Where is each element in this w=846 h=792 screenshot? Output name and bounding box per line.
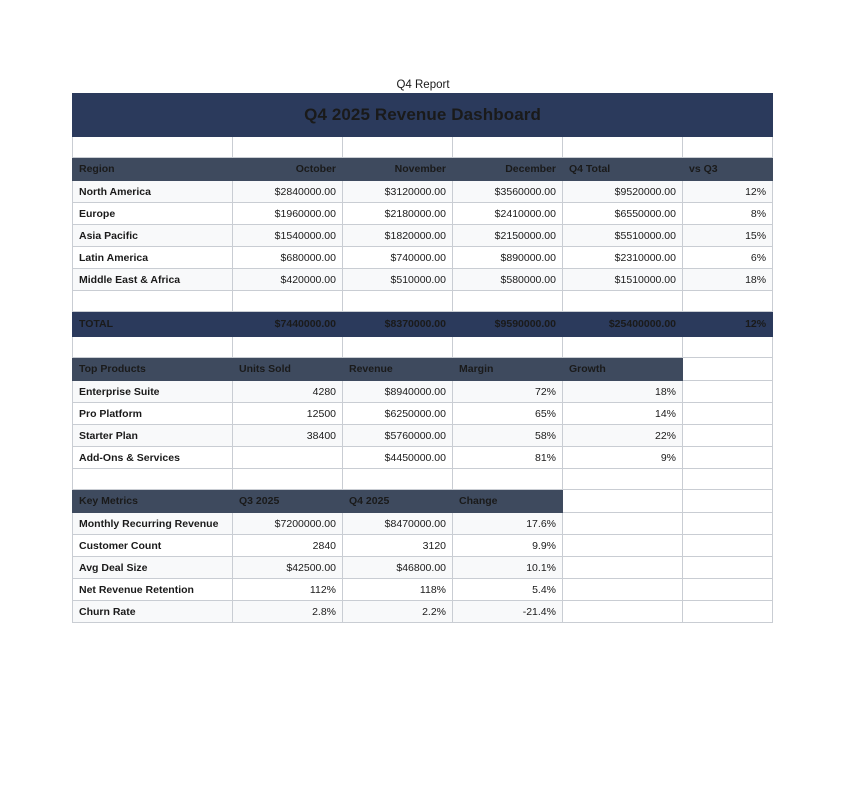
spacer-cell <box>343 337 453 358</box>
spacer-cell <box>73 337 233 358</box>
empty-cell <box>683 557 773 579</box>
sheet-caption: Q4 Report <box>396 79 450 91</box>
product-revenue: $4450000.00 <box>343 447 453 469</box>
spacer-cell <box>563 291 683 312</box>
region-november: $740000.00 <box>343 247 453 269</box>
table-row <box>73 403 773 425</box>
empty-cell <box>683 381 773 403</box>
column-header-units-sold: Units Sold <box>233 358 343 381</box>
metric-q3: 2.8% <box>233 601 343 623</box>
empty-cell <box>683 535 773 557</box>
table-row <box>73 447 773 469</box>
spacer-cell <box>233 337 343 358</box>
spacer-cell <box>683 469 773 490</box>
spacer-row <box>73 291 773 312</box>
spacer-cell <box>563 137 683 158</box>
region-november: $2180000.00 <box>343 203 453 225</box>
metric-change: -21.4% <box>453 601 563 623</box>
spacer-cell <box>563 337 683 358</box>
table-row <box>73 535 773 557</box>
product-growth: 9% <box>563 447 683 469</box>
region-december: $2150000.00 <box>453 225 563 247</box>
spacer-cell <box>453 291 563 312</box>
metric-change: 9.9% <box>453 535 563 557</box>
region-q4-total: $9520000.00 <box>563 181 683 203</box>
column-header-october: October <box>233 158 343 181</box>
empty-cell <box>683 403 773 425</box>
empty-cell <box>563 601 683 623</box>
column-header-growth: Growth <box>563 358 683 381</box>
column-header-key-metrics: Key Metrics <box>73 490 233 513</box>
spacer-cell <box>73 137 233 158</box>
region-november: $3120000.00 <box>343 181 453 203</box>
metric-q3: $42500.00 <box>233 557 343 579</box>
table-row <box>73 225 773 247</box>
region-october: $680000.00 <box>233 247 343 269</box>
metric-change: 17.6% <box>453 513 563 535</box>
region-vs-q3: 18% <box>683 269 773 291</box>
total-label: TOTAL <box>73 312 233 337</box>
metric-q4: $8470000.00 <box>343 513 453 535</box>
table-row <box>73 203 773 225</box>
product-name: Enterprise Suite <box>73 381 233 403</box>
region-october: $2840000.00 <box>233 181 343 203</box>
title-row <box>73 94 773 137</box>
metric-name: Avg Deal Size <box>73 557 233 579</box>
region-december: $580000.00 <box>453 269 563 291</box>
empty-cell <box>563 557 683 579</box>
column-header-q3-2025: Q3 2025 <box>233 490 343 513</box>
region-name: Europe <box>73 203 233 225</box>
column-header-q4-2025: Q4 2025 <box>343 490 453 513</box>
region-october: $420000.00 <box>233 269 343 291</box>
product-margin: 58% <box>453 425 563 447</box>
total-october: $7440000.00 <box>233 312 343 337</box>
product-name: Add-Ons & Services <box>73 447 233 469</box>
spacer-cell <box>233 137 343 158</box>
product-revenue: $8940000.00 <box>343 381 453 403</box>
product-name: Pro Platform <box>73 403 233 425</box>
metric-change: 10.1% <box>453 557 563 579</box>
product-margin: 81% <box>453 447 563 469</box>
spacer-cell <box>343 469 453 490</box>
region-vs-q3: 8% <box>683 203 773 225</box>
product-units-sold: 12500 <box>233 403 343 425</box>
metric-name: Monthly Recurring Revenue <box>73 513 233 535</box>
metrics-header-row <box>73 490 773 513</box>
dashboard-title: Q4 2025 Revenue Dashboard <box>73 94 773 137</box>
column-header-december: December <box>453 158 563 181</box>
spacer-cell <box>453 137 563 158</box>
product-margin: 72% <box>453 381 563 403</box>
spacer-cell <box>453 469 563 490</box>
total-row <box>73 312 773 337</box>
product-growth: 22% <box>563 425 683 447</box>
product-revenue: $6250000.00 <box>343 403 453 425</box>
spacer-cell <box>233 469 343 490</box>
metric-q3: 2840 <box>233 535 343 557</box>
table-row <box>73 181 773 203</box>
product-units-sold: 38400 <box>233 425 343 447</box>
spacer-cell <box>683 337 773 358</box>
column-header-margin: Margin <box>453 358 563 381</box>
spacer-cell <box>453 337 563 358</box>
metric-name: Net Revenue Retention <box>73 579 233 601</box>
spacer-cell <box>683 291 773 312</box>
product-revenue: $5760000.00 <box>343 425 453 447</box>
table-row <box>73 557 773 579</box>
total-q4-total: $25400000.00 <box>563 312 683 337</box>
empty-cell <box>683 447 773 469</box>
product-units-sold <box>233 447 343 469</box>
column-header-top-products: Top Products <box>73 358 233 381</box>
spacer-cell <box>343 291 453 312</box>
empty-header-cell <box>683 358 773 381</box>
region-q4-total: $5510000.00 <box>563 225 683 247</box>
total-vs-q3: 12% <box>683 312 773 337</box>
region-october: $1540000.00 <box>233 225 343 247</box>
spacer-cell <box>343 137 453 158</box>
region-q4-total: $6550000.00 <box>563 203 683 225</box>
region-name: North America <box>73 181 233 203</box>
empty-cell <box>563 513 683 535</box>
spacer-cell <box>563 469 683 490</box>
region-q4-total: $2310000.00 <box>563 247 683 269</box>
column-header-change: Change <box>453 490 563 513</box>
table-row <box>73 513 773 535</box>
spacer-row <box>73 469 773 490</box>
table-row <box>73 425 773 447</box>
region-name: Latin America <box>73 247 233 269</box>
region-november: $1820000.00 <box>343 225 453 247</box>
table-row <box>73 247 773 269</box>
region-vs-q3: 15% <box>683 225 773 247</box>
spacer-cell <box>73 291 233 312</box>
product-name: Starter Plan <box>73 425 233 447</box>
spacer-cell <box>233 291 343 312</box>
table-row <box>73 269 773 291</box>
region-december: $3560000.00 <box>453 181 563 203</box>
column-header-november: November <box>343 158 453 181</box>
product-growth: 14% <box>563 403 683 425</box>
products-header-row <box>73 358 773 381</box>
region-december: $890000.00 <box>453 247 563 269</box>
region-name: Asia Pacific <box>73 225 233 247</box>
region-vs-q3: 6% <box>683 247 773 269</box>
region-october: $1960000.00 <box>233 203 343 225</box>
region-december: $2410000.00 <box>453 203 563 225</box>
metric-q3: 112% <box>233 579 343 601</box>
metric-q4: $46800.00 <box>343 557 453 579</box>
product-units-sold: 4280 <box>233 381 343 403</box>
empty-cell <box>683 425 773 447</box>
region-november: $510000.00 <box>343 269 453 291</box>
metric-q4: 2.2% <box>343 601 453 623</box>
product-margin: 65% <box>453 403 563 425</box>
column-header-q4-total: Q4 Total <box>563 158 683 181</box>
dashboard-table <box>72 93 773 623</box>
metric-name: Churn Rate <box>73 601 233 623</box>
empty-cell <box>683 513 773 535</box>
spacer-cell <box>73 469 233 490</box>
region-name: Middle East & Africa <box>73 269 233 291</box>
metric-q4: 3120 <box>343 535 453 557</box>
metric-name: Customer Count <box>73 535 233 557</box>
empty-cell <box>683 579 773 601</box>
product-growth: 18% <box>563 381 683 403</box>
empty-cell <box>683 601 773 623</box>
metric-change: 5.4% <box>453 579 563 601</box>
empty-header-cell <box>683 490 773 513</box>
spacer-cell <box>683 137 773 158</box>
spacer-row <box>73 137 773 158</box>
total-november: $8370000.00 <box>343 312 453 337</box>
table-row <box>73 381 773 403</box>
table-row <box>73 579 773 601</box>
table-row <box>73 601 773 623</box>
metric-q3: $7200000.00 <box>233 513 343 535</box>
spacer-row <box>73 337 773 358</box>
empty-header-cell <box>563 490 683 513</box>
region-header-row <box>73 158 773 181</box>
column-header-region: Region <box>73 158 233 181</box>
column-header-vs-q3: vs Q3 <box>683 158 773 181</box>
empty-cell <box>563 579 683 601</box>
region-vs-q3: 12% <box>683 181 773 203</box>
empty-cell <box>563 535 683 557</box>
region-q4-total: $1510000.00 <box>563 269 683 291</box>
metric-q4: 118% <box>343 579 453 601</box>
total-december: $9590000.00 <box>453 312 563 337</box>
column-header-revenue: Revenue <box>343 358 453 381</box>
